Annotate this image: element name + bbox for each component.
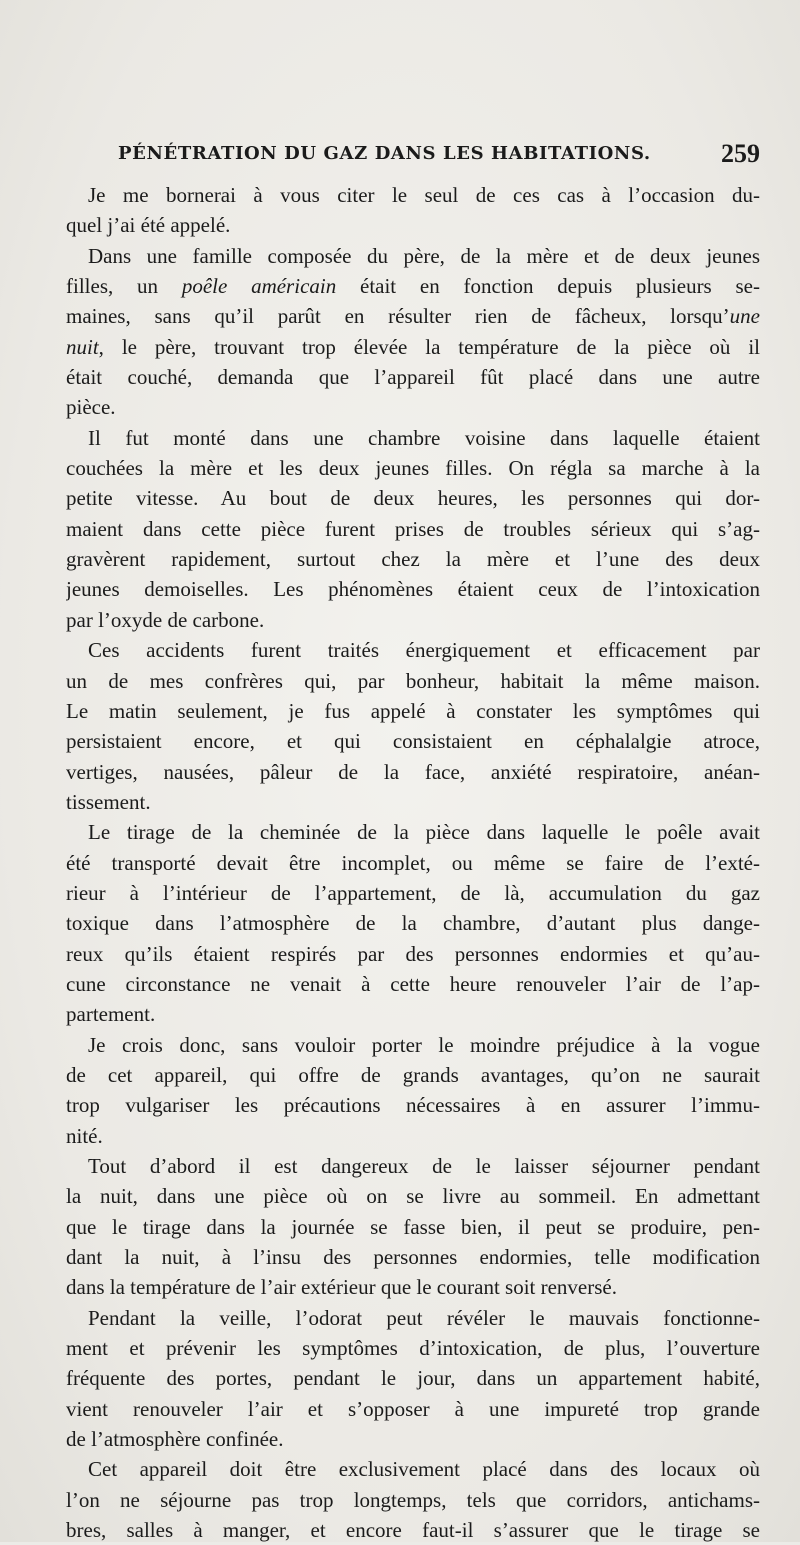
text-line: Tout d’abord il est dangereux de le laisser séjourner pendant — [88, 1154, 760, 1178]
text-line: l’on ne séjourne pas trop longtemps, tels que corridors, antichams- — [66, 1487, 760, 1512]
text-line: partement. — [66, 1002, 156, 1027]
running-head — [118, 141, 760, 171]
text-line: de cet appareil, qui offre de grands avantages, qu’on ne saurait — [66, 1062, 760, 1087]
text-line: persistaient encore, et qui consistaient en céphalalgie atroce, — [66, 729, 760, 754]
body-text — [66, 180, 760, 1545]
text-line: Le matin seulement, je fus appelé à constater les symptômes qui — [66, 698, 760, 723]
text-line: Ces accidents furent traités énergiquement et efficacement par — [88, 638, 760, 663]
text-line: été transporté devait être incomplet, ou même se faire de l’exté- — [66, 850, 760, 875]
text-line: quel j’ai été appelé. — [66, 213, 231, 238]
text-line: Il fut monté dans une chambre voisine dans laquelle étaient — [88, 425, 760, 450]
text-line: Dans une famille composée du père, de la mère et de deux jeunes — [88, 243, 760, 268]
text-line: la nuit, dans une pièce où on se livre au sommeil. En admettant — [66, 1184, 760, 1209]
paragraph — [66, 1030, 760, 1151]
text-line: bres, salles à manger, et encore faut-il s’assurer que le tirage se — [66, 1518, 760, 1543]
text-line: maient dans cette pièce furent prises de troubles sérieux qui s’ag- — [66, 516, 760, 541]
text-line: Pendant la veille, l’odorat peut révéler le mauvais fonctionne- — [88, 1305, 760, 1330]
text-line: Je crois donc, sans vouloir porter le moindre préjudice à la vogue — [88, 1032, 760, 1057]
text-line: fréquente des portes, pendant le jour, dans un appartement habité, — [66, 1366, 760, 1391]
text-line: un de mes confrères qui, par bonheur, habitait la même maison. — [66, 668, 760, 693]
text-line: que le tirage dans la journée se fasse bien, il peut se produire, pen- — [66, 1214, 760, 1239]
page-number: 259 — [721, 139, 760, 168]
paragraph — [66, 423, 760, 635]
text-line: dans la température de l’air extérieur que le courant soit renversé. — [66, 1275, 617, 1300]
text-line: toxique dans l’atmosphère de la chambre, d’autant plus dange- — [66, 911, 760, 936]
text-line: Le tirage de la cheminée de la pièce dans laquelle le poêle avait — [88, 820, 760, 845]
paragraph — [66, 635, 760, 817]
text-line: nité. — [66, 1123, 103, 1148]
text-line: ment et prévenir les symptômes d’intoxication, de plus, l’ouverture — [66, 1336, 760, 1361]
text-line: rieur à l’intérieur de l’appartement, de là, accumulation du gaz — [66, 880, 760, 905]
text-line: filles, un poêle américain était en fonction depuis plusieurs se- — [66, 274, 760, 299]
paragraph — [66, 241, 760, 423]
paragraph — [66, 1151, 760, 1303]
text-line: cune circonstance ne venait à cette heure renouveler l’air de l’ap- — [66, 971, 760, 996]
running-head-title: PÉNÉTRATION DU GAZ DANS LES HABITATIONS. — [118, 143, 651, 164]
text-line: vient renouveler l’air et s’opposer à une impureté trop grande — [66, 1396, 760, 1421]
text-line: de l’atmosphère confinée. — [66, 1427, 284, 1452]
paragraph — [66, 180, 760, 241]
text-line: tissement. — [66, 789, 151, 814]
text-line: dant la nuit, à l’insu des personnes endormies, telle modification — [66, 1245, 760, 1270]
text-line: petite vitesse. Au bout de deux heures, les personnes qui dor- — [66, 486, 760, 511]
text-line: Je me bornerai à vous citer le seul de ces cas à l’occasion du- — [88, 183, 760, 207]
paragraph — [66, 1454, 760, 1545]
text-line: reux qu’ils étaient respirés par des personnes endormies et qu’au- — [66, 941, 760, 966]
text-line: gravèrent rapidement, surtout chez la mère et l’une des deux — [66, 547, 760, 572]
text-line: par l’oxyde de carbone. — [66, 607, 265, 632]
paragraph — [66, 817, 760, 1029]
text-line: jeunes demoiselles. Les phénomènes étaient ceux de l’intoxication — [66, 577, 760, 602]
text-line: maines, sans qu’il parût en résulter rien de fâcheux, lorsqu’une — [66, 304, 760, 329]
paragraph — [66, 1303, 760, 1455]
text-line: pièce. — [66, 395, 116, 420]
text-line: nuit, le père, trouvant trop élevée la température de la pièce où il — [66, 334, 760, 359]
text-line: couchées la mère et les deux jeunes filles. On régla sa marche à la — [66, 456, 760, 481]
text-line: Cet appareil doit être exclusivement placé dans des locaux où — [88, 1457, 760, 1482]
text-line: était couché, demanda que l’appareil fût placé dans une autre — [66, 365, 760, 390]
text-line: trop vulgariser les précautions nécessaires à en assurer l’immu- — [66, 1093, 760, 1118]
text-line: vertiges, nausées, pâleur de la face, anxiété respiratoire, anéan- — [66, 759, 760, 784]
